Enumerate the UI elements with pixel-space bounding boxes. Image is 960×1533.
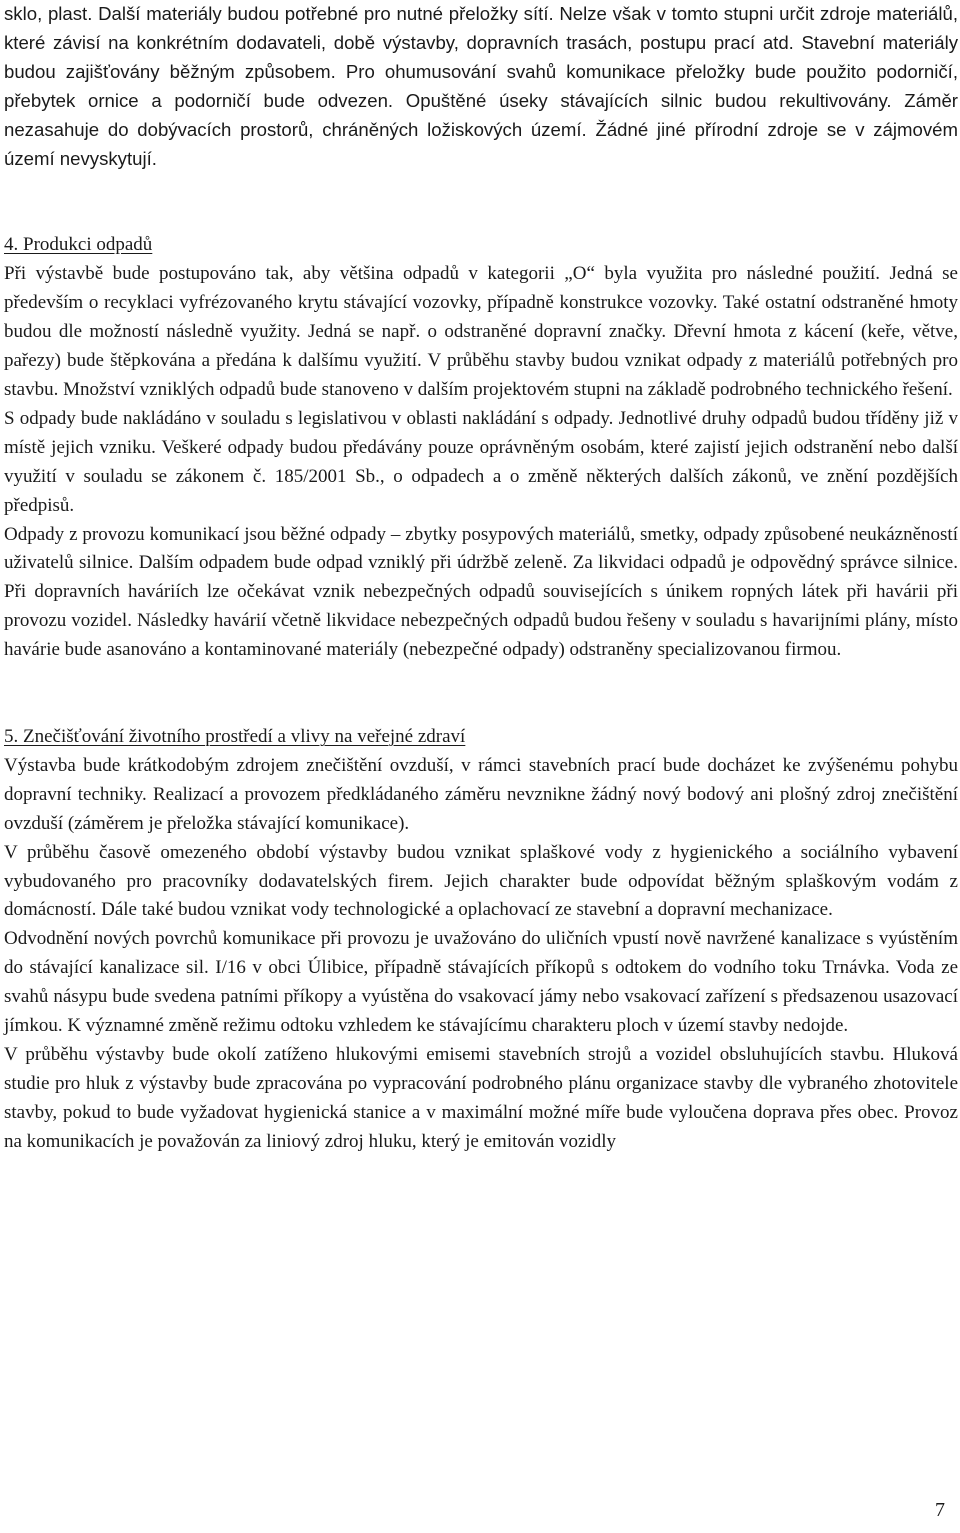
page-number: 7 — [935, 1499, 945, 1521]
document-page — [4, 0, 958, 1157]
section-4-heading: 4. Produkci odpadů — [4, 234, 153, 256]
section-5-paragraph-1: Výstavba bude krátkodobým zdrojem znečištění ovzduší, v rámci stavebních prací bude docházet ke zvýšenému pohybu dopravní techniky. Realizací a provozem předkládaného záměru nevznikne žádný nový bodový ani plošný zdroj znečištění ovzduší (záměrem je přeložka stávající komunikace). — [4, 754, 958, 834]
section-spacer — [4, 173, 958, 231]
section-4-paragraph-1: Při výstavbě bude postupováno tak, aby většina odpadů v kategorii „O“ byla využita pro následné použití. Jedná se především o recyklaci vyfrézovaného krytu stávající vozovky, případně konstrukce vozovky. Také ostatní odstraněné hmoty budou dle možností následně využity. Jedná se např. o odstraněné dopravní značky. Dřevní hmota z kácení (keře, větve, pařezy) bude štěpkována a předána k dalšímu využití. V průběhu stavby budou vznikat odpady z materiálů potřebných pro stavbu. Množství vzniklých odpadů bude stanoveno v dalším projektovém stupni na základě podrobného technického řešení. — [4, 263, 958, 400]
section-4-paragraph-2: S odpady bude nakládáno v souladu s legislativou v oblasti nakládání s odpady. Jednotlivé druhy odpadů budou tříděny již v místě jejich vzniku. Veškeré odpady budou předávány pouze oprávněným osobám, které zajistí jejich odstranění nebo další využití v souladu se zákonem č. 185/2001 Sb., o odpadech a o změně některých dalších zákonů, ve znění pozdějších předpisů. — [4, 407, 958, 516]
intro-paragraph: sklo, plast. Další materiály budou potřebné pro nutné přeložky sítí. Nelze však v tomto stupni určit zdroje materiálů, které závisí na konkrétním dodavateli, době výstavby, dopravních trasách, postupu prací atd. Stavební materiály budou zajišťovány běžným způsobem. Pro ohumusování svahů komunikace přeložky bude použito podorničí, přebytek ornice a podorničí bude odvezen. Opuštěné úseky stávajících silnic budou rekultivovány. Záměr nezasahuje do dobývacích prostorů, chráněných ložiskových území. Žádné jiné přírodní zdroje se v zájmovém území nevyskytují. — [4, 3, 958, 169]
section-5-paragraph-2: V průběhu časově omezeného období výstavby budou vznikat splaškové vody z hygienického a sociálního vybavení vybudovaného pro pracovníky dodavatelských firem. Jejich charakter bude odpovídat běžným splaškovým vodám z domácností. Dále také budou vznikat vody technologické a oplachovací ze stavební a dopravní mechanizace. — [4, 841, 958, 921]
section-5-heading: 5. Znečišťování životního prostředí a vlivy na veřejné zdraví — [4, 726, 466, 748]
section-4-paragraph-3: Odpady z provozu komunikací jsou běžné odpady – zbytky posypových materiálů, smetky, odpady způsobené neukázněností uživatelů silnice. Dalším odpadem bude odpad vzniklý při údržbě zeleně. Za likvidaci odpadů je odpovědný správce silnice. Při dopravních haváriích lze očekávat vznik nebezpečných odpadů souvisejících s únikem ropných látek při havárii při provozu vozidel. Následky havárií včetně likvidace nebezpečných odpadů budou řešeny v souladu s havarijními plány, místo havárie bude asanováno a kontaminované materiály (nebezpečné odpady) odstraněny specializovanou firmou. — [4, 523, 958, 661]
section-5-paragraph-4: V průběhu výstavby bude okolí zatíženo hlukovými emisemi stavebních strojů a vozidel obsluhujících stavbu. Hluková studie pro hluk z výstavby bude zpracována po vypracování podrobného plánu organizace stavby dle vybraného zhotovitele stavby, pokud to bude vyžadovat hygienická stanice a v maximální možné míře bude vyloučena doprava přes obec. Provoz na komunikacích je považován za liniový zdroj hluku, který je emitován vozidly — [4, 1044, 958, 1152]
section-spacer — [4, 665, 958, 723]
section-5-paragraph-3: Odvodnění nových povrchů komunikace při provozu je uvažováno do uličních vpustí nově navržené kanalizace s vyústěním do stávající kanalizace sil. I/16 v obci Úlibice, případně stávajících příkopů s odtokem do vodního toku Trnávka. Voda ze svahů násypu bude svedena patními příkopy a vyústěna do vsakovací jámy nebo vsakovací zařízení s předsazenou usazovací jímkou. K významné změně režimu odtoku vzhledem ke stávajícímu charakteru ploch v území stavby nedojde. — [4, 928, 958, 1037]
